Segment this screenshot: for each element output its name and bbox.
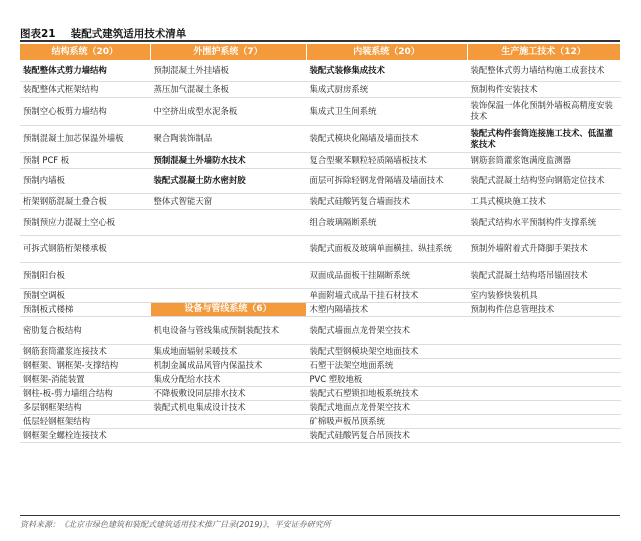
structure-cell: 钢框架全螺栓连接技术 xyxy=(20,428,150,442)
interior-cell: 装配式硅酸钙复合吊顶技术 xyxy=(306,428,467,442)
envelope-cell: 装配式混凝土防水密封胶 xyxy=(150,168,306,193)
envelope-cell: 聚合陶装饰制品 xyxy=(150,125,306,152)
empty-cell xyxy=(467,400,620,414)
empty-cell xyxy=(467,414,620,428)
envelope-cell: 预制混凝土外墙防水技术 xyxy=(150,152,306,168)
structure-cell: 预制板式楼梯 xyxy=(20,302,150,316)
interior-cell: 石塑干法架空地面系统 xyxy=(306,358,467,372)
production-cell: 工具式模块施工技术 xyxy=(467,193,620,209)
interior-cell: 装配式墙面点龙骨架空技术 xyxy=(306,316,467,344)
production-cell: 装配整体式剪力墙结构施工成套技术 xyxy=(467,60,620,81)
interior-cell: 装配式石塑锁扣地板系统技术 xyxy=(306,386,467,400)
table-row xyxy=(20,81,620,97)
structure-cell: 预制内墙板 xyxy=(20,168,150,193)
table-row xyxy=(20,414,620,428)
interior-cell: 装配式模块化隔墙及墙面技术 xyxy=(306,125,467,152)
structure-cell: 低层轻钢框架结构 xyxy=(20,414,150,428)
table-row xyxy=(20,235,620,262)
interior-cell: 矿棉吸声板吊顶系统 xyxy=(306,414,467,428)
interior-cell: 复合型聚苯颗粒轻质隔墙板技术 xyxy=(306,152,467,168)
source-note: 资料来源：《北京市绿色建筑和装配式建筑适用技术推广目录(2019)》，平安证券研究所 xyxy=(20,515,620,530)
structure-cell: 装配整体式剪力墙结构 xyxy=(20,60,150,81)
structure-cell: 装配整体式框架结构 xyxy=(20,81,150,97)
table-row xyxy=(20,428,620,442)
technology-table xyxy=(20,44,621,443)
empty-cell xyxy=(467,358,620,372)
interior-cell: 装配式硅酸钙复合墙面技术 xyxy=(306,193,467,209)
production-cell: 预制构件信息管理技术 xyxy=(467,302,620,316)
empty-cell xyxy=(467,386,620,400)
table-row xyxy=(20,316,620,344)
structure-cell: 预制混凝土加芯保温外墙板 xyxy=(20,125,150,152)
interior-cell: 集成式厨房系统 xyxy=(306,81,467,97)
interior-cell: 装配式地面点龙骨架空技术 xyxy=(306,400,467,414)
equipment-cell: 装配式机电集成设计技术 xyxy=(150,400,306,414)
envelope-cell: 中空挤出成型水泥条板 xyxy=(150,97,306,125)
table-row xyxy=(20,193,620,209)
interior-cell: 集成式卫生间系统 xyxy=(306,97,467,125)
interior-cell: 木塑内隔墙技术 xyxy=(306,302,467,316)
production-cell: 装配式混凝土结构塔吊锚固技术 xyxy=(467,262,620,288)
production-cell: 室内装修快装机具 xyxy=(467,288,620,302)
interior-cell: 双面成品面板干挂隔断系统 xyxy=(306,262,467,288)
structure-cell: 钢框架-消能装置 xyxy=(20,372,150,386)
envelope-cell: 预制混凝土外挂墙板 xyxy=(150,60,306,81)
document-frame xyxy=(20,22,620,527)
structure-cell: 预制预应力混凝土空心板 xyxy=(20,209,150,235)
equipment-subheader: 设备与管线系统（6） xyxy=(150,302,306,316)
empty-cell xyxy=(150,209,306,235)
structure-cell: 多层钢框架结构 xyxy=(20,400,150,414)
table-row xyxy=(20,262,620,288)
table-row xyxy=(20,209,620,235)
production-cell: 预制外墙附着式升降脚手架技术 xyxy=(467,235,620,262)
header-row xyxy=(20,44,620,60)
empty-cell xyxy=(150,428,306,442)
structure-cell: 钢框架、钢框架-支撑结构 xyxy=(20,358,150,372)
envelope-cell: 蒸压加气混凝土条板 xyxy=(150,81,306,97)
empty-cell xyxy=(150,262,306,288)
production-cell: 装配式混凝土结构竖向钢筋定位技术 xyxy=(467,168,620,193)
interior-cell: 装配式型钢模块架空地面技术 xyxy=(306,344,467,358)
structure-cell: 预制 PCF 板 xyxy=(20,152,150,168)
equipment-cell: 机电设备与管线集成预制装配技术 xyxy=(150,316,306,344)
structure-cell: 可拆式钢筋桁架楼承板 xyxy=(20,235,150,262)
structure-cell: 密肋复合板结构 xyxy=(20,316,150,344)
interior-cell: 单面附墙式成品干挂石材技术 xyxy=(306,288,467,302)
empty-cell xyxy=(150,414,306,428)
equipment-cell: 集成分配给水技术 xyxy=(150,372,306,386)
figure-number: 图表21 xyxy=(20,28,56,40)
header-envelope: 外围护系统（7） xyxy=(150,44,306,60)
interior-cell: 装配式面板及玻璃单面横挂、纵挂系统 xyxy=(306,235,467,262)
header-structure: 结构系统（20） xyxy=(20,44,150,60)
header-interior: 内装系统（20） xyxy=(306,44,467,60)
equipment-cell: 集成地面辐射采暖技术 xyxy=(150,344,306,358)
table-row xyxy=(20,344,620,358)
header-production: 生产施工技术（12） xyxy=(467,44,620,60)
structure-cell: 预制空心板剪力墙结构 xyxy=(20,97,150,125)
table-body xyxy=(20,44,620,442)
interior-cell: 面层可拆除轻钢龙骨隔墙及墙面技术 xyxy=(306,168,467,193)
structure-cell: 预制空调板 xyxy=(20,288,150,302)
structure-cell: 预制阳台板 xyxy=(20,262,150,288)
empty-cell xyxy=(467,372,620,386)
structure-cell: 钢筋套筒灌浆连接技术 xyxy=(20,344,150,358)
empty-cell xyxy=(150,288,306,302)
interior-cell: 组合玻璃隔断系统 xyxy=(306,209,467,235)
empty-cell xyxy=(467,428,620,442)
table-row xyxy=(20,386,620,400)
empty-cell xyxy=(467,316,620,344)
table-row xyxy=(20,125,620,152)
title-bar xyxy=(20,22,620,42)
table-row xyxy=(20,400,620,414)
interior-cell: 装配式装修集成技术 xyxy=(306,60,467,81)
production-cell: 预制构件安装技术 xyxy=(467,81,620,97)
table-row xyxy=(20,60,620,81)
figure-title: 装配式建筑适用技术清单 xyxy=(70,28,187,40)
table-row xyxy=(20,97,620,125)
table-row xyxy=(20,372,620,386)
empty-cell xyxy=(467,344,620,358)
production-cell: 装配式构件套筒连接施工技术、低温灌浆技术 xyxy=(467,125,620,152)
production-cell: 装饰保温一体化预制外墙板高精度安装技术 xyxy=(467,97,620,125)
empty-cell xyxy=(150,235,306,262)
production-cell: 钢筋套筒灌浆饱满度监测器 xyxy=(467,152,620,168)
table-row xyxy=(20,168,620,193)
equipment-cell: 机制金属成品风管内保温技术 xyxy=(150,358,306,372)
equipment-cell: 不降板敷设同层排水技术 xyxy=(150,386,306,400)
structure-cell: 桁架钢筋混凝土叠合板 xyxy=(20,193,150,209)
envelope-cell: 整体式智能天窗 xyxy=(150,193,306,209)
structure-cell: 钢柱-板-剪力墙组合结构 xyxy=(20,386,150,400)
production-cell: 装配式结构水平预制构件支撑系统 xyxy=(467,209,620,235)
interior-cell: PVC 塑胶地板 xyxy=(306,372,467,386)
table-row xyxy=(20,288,620,302)
table-row xyxy=(20,152,620,168)
table-row xyxy=(20,302,620,316)
table-row xyxy=(20,358,620,372)
